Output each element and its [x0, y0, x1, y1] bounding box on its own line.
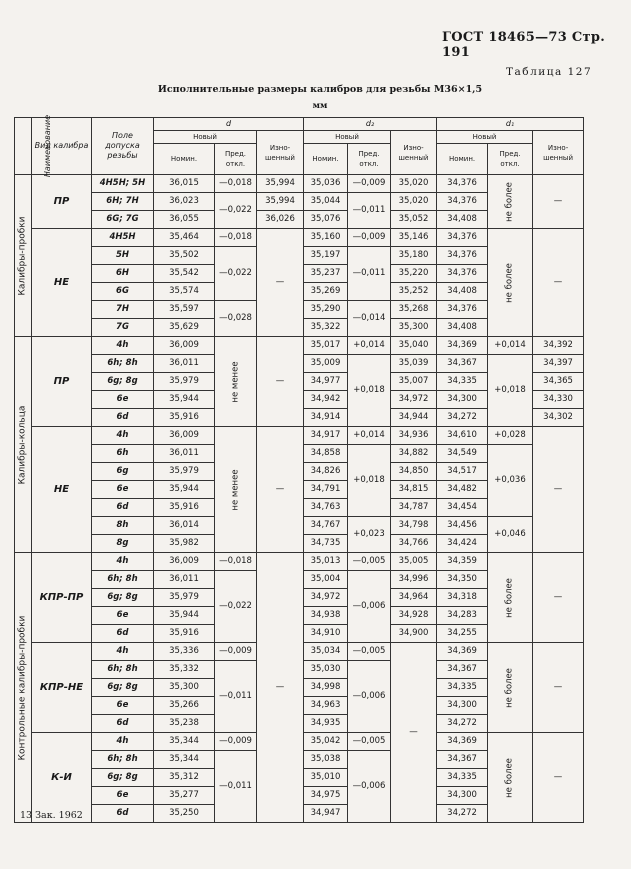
d2-deviation: —0,011	[348, 193, 391, 229]
d2-nominal: 35,034	[304, 643, 348, 661]
d-nominal: 36,009	[154, 553, 215, 571]
d-deviation: —0,028	[215, 301, 257, 337]
d-nominal: 35,344	[154, 751, 215, 769]
d2-deviation: —0,009	[348, 175, 391, 193]
d2-worn: 34,850	[391, 463, 437, 481]
d-nominal: 36,015	[154, 175, 215, 193]
d-nominal: 35,250	[154, 805, 215, 823]
d2-worn: 35,039	[391, 355, 437, 373]
d2-worn: 35,020	[391, 175, 437, 193]
d1-nominal: 34,300	[437, 391, 488, 409]
d-worn: 36,026	[257, 211, 304, 229]
d1-nominal: 34,424	[437, 535, 488, 553]
d-nominal: 35,979	[154, 589, 215, 607]
d-nominal: 35,464	[154, 229, 215, 247]
d1-nominal: 34,408	[437, 283, 488, 301]
d1-nominal: 34,272	[437, 715, 488, 733]
d2-worn: 34,996	[391, 571, 437, 589]
group-label: Калибры-пробки	[15, 175, 32, 337]
d-nominal: 35,916	[154, 499, 215, 517]
d2-dev-header: Пред. откл.	[348, 144, 391, 175]
d-nominal: 36,011	[154, 571, 215, 589]
d1-worn: —	[533, 733, 584, 823]
d-deviation: —0,011	[215, 661, 257, 733]
d2-nominal: 35,290	[304, 301, 348, 319]
col-kind-header: Вид калибра	[32, 118, 92, 175]
page-number: Стр. 191	[442, 30, 606, 60]
d-nominal: 35,629	[154, 319, 215, 337]
d2-nominal: 35,009	[304, 355, 348, 373]
d1-worn: —	[533, 643, 584, 733]
d1-nominal: 34,335	[437, 373, 488, 391]
d-dev-header: Пред. откл.	[215, 144, 257, 175]
d2-nominal: 34,977	[304, 373, 348, 391]
d2-worn: 35,300	[391, 319, 437, 337]
d-nominal: 35,944	[154, 391, 215, 409]
tolerance-field: 6g; 8g	[92, 589, 154, 607]
d-worn: 35,994	[257, 175, 304, 193]
d1-nominal: 34,367	[437, 751, 488, 769]
tolerance-field: 7G	[92, 319, 154, 337]
d1-nominal: 34,367	[437, 355, 488, 373]
d1-worn: 34,365	[533, 373, 584, 391]
d2-nominal: 34,942	[304, 391, 348, 409]
d-nominal: 35,542	[154, 265, 215, 283]
d2-deviation: —0,006	[348, 661, 391, 733]
d-nominal: 36,055	[154, 211, 215, 229]
d-deviation: —0,022	[215, 193, 257, 229]
tolerance-field: 6h; 8h	[92, 355, 154, 373]
d-worn: —	[257, 229, 304, 337]
tolerance-field: 6h; 8h	[92, 571, 154, 589]
d2-worn: 35,020	[391, 193, 437, 211]
d2-worn: 34,798	[391, 517, 437, 535]
d-deviation: —0,009	[215, 643, 257, 661]
d2-deviation: —0,005	[348, 733, 391, 751]
d2-deviation: +0,014	[348, 427, 391, 445]
d1-worn: 34,302	[533, 409, 584, 427]
tolerance-field: 6e	[92, 787, 154, 805]
tolerance-field: 4h	[92, 733, 154, 751]
tolerance-field: 6g; 8g	[92, 679, 154, 697]
d2-nominal: 34,763	[304, 499, 348, 517]
page-footer: 13 Зак. 1962	[20, 810, 83, 821]
d1-new-header: Новый	[437, 131, 533, 144]
d2-deviation: —0,006	[348, 751, 391, 823]
tolerance-field: 6h	[92, 445, 154, 463]
d-deviation: не менее	[215, 427, 257, 553]
d-nominal: 36,023	[154, 193, 215, 211]
d2-nominal: 34,972	[304, 589, 348, 607]
tolerance-field: 6H; 7H	[92, 193, 154, 211]
d1-nominal: 34,610	[437, 427, 488, 445]
d2-worn: 35,007	[391, 373, 437, 391]
d1-nominal: 34,456	[437, 517, 488, 535]
d2-worn: 35,180	[391, 247, 437, 265]
gauge-kind: ПР	[32, 175, 92, 229]
d2-nominal: 35,237	[304, 265, 348, 283]
d1-deviation: +0,018	[488, 355, 533, 427]
gauge-kind: К-И	[32, 733, 92, 823]
table-row	[15, 337, 584, 355]
d2-nominal: 34,935	[304, 715, 348, 733]
d1-worn: 34,392	[533, 337, 584, 355]
tolerance-field: 6d	[92, 499, 154, 517]
d1-worn: —	[533, 553, 584, 643]
d2-nominal: 34,735	[304, 535, 348, 553]
d-nominal: 36,011	[154, 355, 215, 373]
d2-deviation: +0,014	[348, 337, 391, 355]
d2-nominal: 35,017	[304, 337, 348, 355]
d2-worn: 35,252	[391, 283, 437, 301]
col-d2-header: d₂	[304, 118, 437, 131]
d2-worn: —	[391, 643, 437, 823]
d-deviation: —0,011	[215, 751, 257, 823]
gauge-kind: ПР	[32, 337, 92, 427]
gauge-kind: КПР-ПР	[32, 553, 92, 643]
d-nominal: 35,982	[154, 535, 215, 553]
d2-nominal: 34,910	[304, 625, 348, 643]
d1-nominal: 34,549	[437, 445, 488, 463]
d1-nominal: 34,318	[437, 589, 488, 607]
d1-nominal: 34,376	[437, 265, 488, 283]
d1-dev-header: Пред. откл.	[488, 144, 533, 175]
d2-nominal: 35,269	[304, 283, 348, 301]
page-header	[442, 30, 631, 60]
d1-nominal: 34,367	[437, 661, 488, 679]
d2-deviation: —0,005	[348, 643, 391, 661]
d2-nominal: 35,010	[304, 769, 348, 787]
tolerance-field: 4h	[92, 337, 154, 355]
tolerance-field: 8h	[92, 517, 154, 535]
d2-nominal: 35,322	[304, 319, 348, 337]
tolerance-field: 6H	[92, 265, 154, 283]
d2-deviation: —0,006	[348, 571, 391, 643]
col-d1-header: d₁	[437, 118, 584, 131]
d1-deviation: не более	[488, 733, 533, 823]
d-nominal: 35,979	[154, 463, 215, 481]
d2-deviation: +0,018	[348, 355, 391, 427]
d2-worn: 34,900	[391, 625, 437, 643]
d2-nominal: 35,076	[304, 211, 348, 229]
standard-number: ГОСТ 18465—73	[442, 30, 568, 45]
d1-deviation: не более	[488, 553, 533, 643]
d1-deviation: не более	[488, 643, 533, 733]
tolerance-field: 4H5H	[92, 229, 154, 247]
d2-deviation: —0,009	[348, 229, 391, 247]
col-name-header: Наименование	[15, 118, 32, 175]
d-deviation: —0,018	[215, 229, 257, 247]
d1-nominal: 34,272	[437, 409, 488, 427]
d1-nominal: 34,283	[437, 607, 488, 625]
d1-deviation: +0,014	[488, 337, 533, 355]
d1-nom-header: Номин.	[437, 144, 488, 175]
d1-nominal: 34,482	[437, 481, 488, 499]
d1-nominal: 34,300	[437, 787, 488, 805]
d2-nominal: 35,038	[304, 751, 348, 769]
d1-nominal: 34,517	[437, 463, 488, 481]
table-row	[15, 229, 584, 247]
d-new-header: Новый	[154, 131, 257, 144]
d-nominal: 36,009	[154, 427, 215, 445]
d1-deviation: +0,028	[488, 427, 533, 445]
d1-nominal: 34,454	[437, 499, 488, 517]
d-nominal: 35,597	[154, 301, 215, 319]
d1-nominal: 34,300	[437, 697, 488, 715]
d2-worn: 34,787	[391, 499, 437, 517]
d1-worn: —	[533, 229, 584, 337]
gauge-dimensions-table	[14, 114, 584, 823]
gauge-kind: НЕ	[32, 229, 92, 337]
d-nominal: 35,336	[154, 643, 215, 661]
d-nominal: 35,312	[154, 769, 215, 787]
d1-nominal: 34,408	[437, 211, 488, 229]
d2-worn: 35,268	[391, 301, 437, 319]
d1-nominal: 34,369	[437, 733, 488, 751]
tolerance-field: 6h; 8h	[92, 751, 154, 769]
d2-deviation: —0,011	[348, 247, 391, 301]
tolerance-field: 6e	[92, 481, 154, 499]
d2-worn: 35,220	[391, 265, 437, 283]
d-nominal: 35,574	[154, 283, 215, 301]
d2-worn: 35,005	[391, 553, 437, 571]
d2-deviation: +0,023	[348, 517, 391, 553]
d1-nominal: 34,335	[437, 769, 488, 787]
d1-nominal: 34,255	[437, 625, 488, 643]
d1-nominal: 34,335	[437, 679, 488, 697]
d2-nominal: 35,160	[304, 229, 348, 247]
d2-worn: 34,766	[391, 535, 437, 553]
d-nominal: 35,944	[154, 607, 215, 625]
d2-nominal: 34,858	[304, 445, 348, 463]
tolerance-field: 6g; 8g	[92, 373, 154, 391]
d2-deviation: —0,014	[348, 301, 391, 337]
table-row	[15, 175, 584, 193]
tolerance-field: 8g	[92, 535, 154, 553]
d2-nominal: 34,826	[304, 463, 348, 481]
d2-nominal: 35,042	[304, 733, 348, 751]
d-nominal: 35,238	[154, 715, 215, 733]
d2-nominal: 35,036	[304, 175, 348, 193]
d1-nominal: 34,272	[437, 805, 488, 823]
d2-worn: 35,146	[391, 229, 437, 247]
d-worn: 35,994	[257, 193, 304, 211]
d-nominal: 35,944	[154, 481, 215, 499]
d-nominal: 35,277	[154, 787, 215, 805]
d1-deviation: +0,046	[488, 517, 533, 553]
d2-worn: 35,040	[391, 337, 437, 355]
d-deviation: не менее	[215, 337, 257, 427]
d2-nominal: 34,767	[304, 517, 348, 535]
d-nominal: 35,344	[154, 733, 215, 751]
d-deviation: —0,009	[215, 733, 257, 751]
d2-worn: 34,936	[391, 427, 437, 445]
d-nominal: 35,916	[154, 409, 215, 427]
d1-nominal: 34,350	[437, 571, 488, 589]
d-nominal: 35,300	[154, 679, 215, 697]
tolerance-field: 6g	[92, 463, 154, 481]
d1-worn-header: Изно-шенный	[533, 131, 584, 175]
d2-nominal: 35,044	[304, 193, 348, 211]
d2-nominal: 35,004	[304, 571, 348, 589]
tolerance-field: 6h; 8h	[92, 661, 154, 679]
d2-nominal: 35,197	[304, 247, 348, 265]
d1-nominal: 34,408	[437, 319, 488, 337]
d1-nominal: 34,369	[437, 643, 488, 661]
d1-nominal: 34,376	[437, 229, 488, 247]
d1-nominal: 34,376	[437, 247, 488, 265]
d2-nominal: 35,013	[304, 553, 348, 571]
gauge-kind: КПР-НЕ	[32, 643, 92, 733]
d2-worn: 34,944	[391, 409, 437, 427]
tolerance-field: 6d	[92, 805, 154, 823]
d1-nominal: 34,376	[437, 193, 488, 211]
d-nominal: 36,011	[154, 445, 215, 463]
col-d-header: d	[154, 118, 304, 131]
d2-nominal: 34,914	[304, 409, 348, 427]
d-nom-header: Номин.	[154, 144, 215, 175]
tolerance-field: 6d	[92, 625, 154, 643]
d2-nominal: 34,947	[304, 805, 348, 823]
tolerance-field: 6d	[92, 409, 154, 427]
d1-worn: —	[533, 427, 584, 553]
d-worn: —	[257, 553, 304, 823]
d2-worn: 34,928	[391, 607, 437, 625]
d-deviation: —0,022	[215, 247, 257, 301]
d-worn: —	[257, 427, 304, 553]
d1-nominal: 34,369	[437, 337, 488, 355]
d2-worn: 34,972	[391, 391, 437, 409]
d2-worn-header: Изно-шенный	[391, 131, 437, 175]
d2-worn: 34,964	[391, 589, 437, 607]
col-field-header: Поле допуска резьбы	[92, 118, 154, 175]
d-nominal: 35,979	[154, 373, 215, 391]
tolerance-field: 4H5H; 5H	[92, 175, 154, 193]
d2-nominal: 34,998	[304, 679, 348, 697]
d1-nominal: 34,376	[437, 175, 488, 193]
group-label: Контрольные калибры-пробки	[15, 553, 32, 823]
tolerance-field: 6e	[92, 391, 154, 409]
d1-deviation: не более	[488, 175, 533, 229]
d1-nominal: 34,376	[437, 301, 488, 319]
d1-worn: 34,397	[533, 355, 584, 373]
d-deviation: —0,018	[215, 553, 257, 571]
d-worn: —	[257, 337, 304, 427]
gauge-kind: НЕ	[32, 427, 92, 553]
d-nominal: 36,009	[154, 337, 215, 355]
d-nominal: 35,502	[154, 247, 215, 265]
d2-deviation: +0,018	[348, 445, 391, 517]
table-title: Исполнительные размеры калибров для резьбы М36×1,5	[157, 84, 483, 95]
tolerance-field: 6G; 7G	[92, 211, 154, 229]
d2-nominal: 34,791	[304, 481, 348, 499]
table-row	[15, 427, 584, 445]
d-nominal: 36,014	[154, 517, 215, 535]
d-nominal: 35,332	[154, 661, 215, 679]
tolerance-field: 5H	[92, 247, 154, 265]
d1-worn: 34,330	[533, 391, 584, 409]
d-deviation: —0,018	[215, 175, 257, 193]
d1-worn: —	[533, 175, 584, 229]
d2-nominal: 35,030	[304, 661, 348, 679]
d-nominal: 35,266	[154, 697, 215, 715]
tolerance-field: 6e	[92, 697, 154, 715]
d2-nominal: 34,938	[304, 607, 348, 625]
tolerance-field: 6g; 8g	[92, 769, 154, 787]
group-label: Калибры-кольца	[15, 337, 32, 553]
d-deviation: —0,022	[215, 571, 257, 643]
d2-new-header: Новый	[304, 131, 391, 144]
d2-nominal: 34,975	[304, 787, 348, 805]
table-row	[15, 553, 584, 571]
d2-worn: 34,815	[391, 481, 437, 499]
d2-worn: 35,052	[391, 211, 437, 229]
tolerance-field: 4h	[92, 643, 154, 661]
d2-nominal: 34,963	[304, 697, 348, 715]
table-unit: мм	[312, 101, 328, 111]
d-nominal: 35,916	[154, 625, 215, 643]
d1-deviation: +0,036	[488, 445, 533, 517]
d2-worn: 34,882	[391, 445, 437, 463]
d2-nominal: 34,917	[304, 427, 348, 445]
tolerance-field: 6e	[92, 607, 154, 625]
d2-deviation: —0,005	[348, 553, 391, 571]
table-number: Таблица 127	[506, 66, 593, 78]
tolerance-field: 7H	[92, 301, 154, 319]
d-worn-header: Изно-шенный	[257, 131, 304, 175]
tolerance-field: 4h	[92, 553, 154, 571]
d1-nominal: 34,359	[437, 553, 488, 571]
tolerance-field: 6d	[92, 715, 154, 733]
tolerance-field: 6G	[92, 283, 154, 301]
tolerance-field: 4h	[92, 427, 154, 445]
d2-nom-header: Номин.	[304, 144, 348, 175]
d1-deviation: не более	[488, 229, 533, 337]
table-body	[15, 175, 584, 823]
